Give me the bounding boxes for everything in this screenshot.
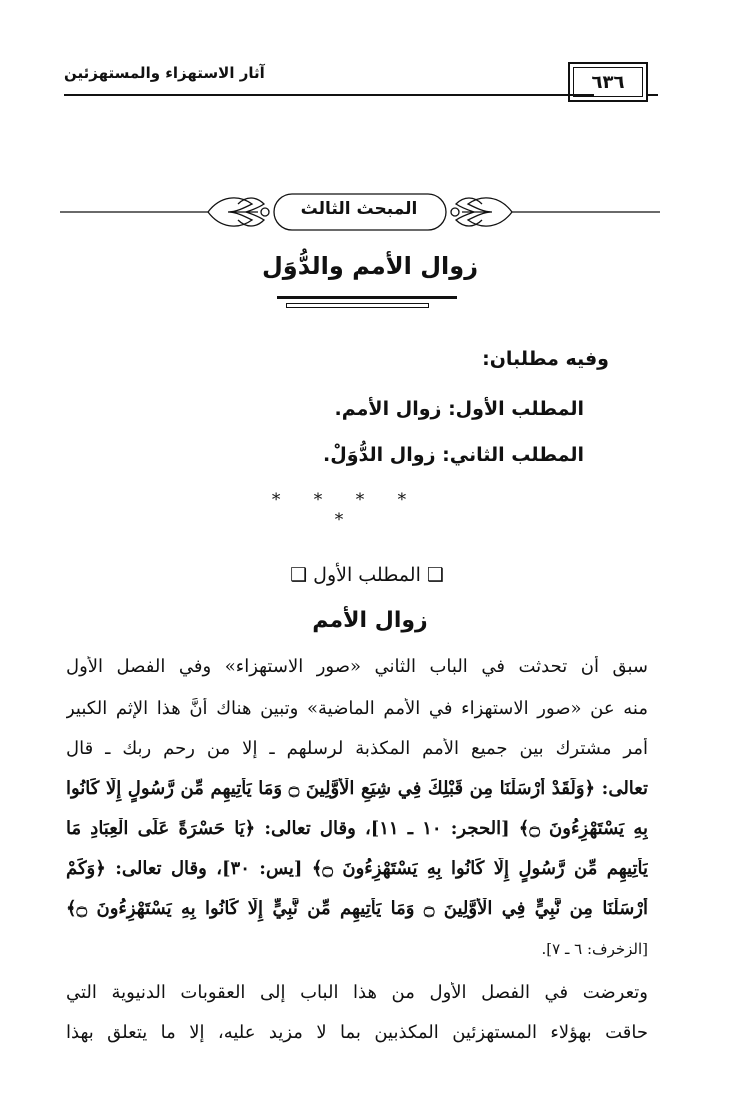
body-line-5: بِهِ يَسْتَهْزِءُونَ ۝﴾ [الحجر: ١٠ ـ ١١]، وقال تعالى: ﴿يَا حَسْرَةً عَلَى الْعِبَادِ مَا xyxy=(66,818,648,839)
body-line-10: حاقت بهؤلاء المستهزئين المكذبين بما لا مزيد عليه، إلا ما يتعلق بهذا xyxy=(66,1022,648,1043)
outline-item-1: المطلب الأول: زوال الأمم. xyxy=(334,398,584,420)
body-line-6: يَأْتِيهِم مِّن رَّسُولٍ إِلَّا كَانُوا بِهِ يَسْتَهْزِءُونَ ۝﴾ [يس: ٣٠]، وقال تعالى: ﴿وَكَمْ xyxy=(66,858,648,879)
outline-item-2: المطلب الثاني: زوال الدُّوَلْ. xyxy=(323,444,584,466)
body-line-1: سبق أن تحدثت في الباب الثاني «صور الاستهزاء» وفي الفصل الأول xyxy=(66,656,648,677)
header-rule xyxy=(64,94,594,96)
running-title: آثار الاستهزاء والمستهزئين xyxy=(64,64,265,82)
body-line-9: وتعرضت في الفصل الأول من هذا الباب إلى العقوبات الدنيوية التي xyxy=(66,982,648,1003)
subsection-heading: ❑ المطلب الأول ❑ xyxy=(290,564,444,586)
body-line-8: [الزخرف: ٦ ـ ٧]. xyxy=(541,940,648,958)
body-line-3: أمر مشترك بين جميع الأمم المكذبة لرسلهم ـ إلا من رحم ربك ـ قال xyxy=(66,738,648,759)
page-number: ٦٣٦ xyxy=(573,67,643,97)
chapter-title: زوال الأمم والدُّوَل xyxy=(261,252,479,280)
separator-stars: * * * * * xyxy=(271,490,421,530)
body-line-2: منه عن «صور الاستهزاء في الأمم الماضية» وتبين هناك أنَّ هذا الإثم الكبير xyxy=(66,698,648,719)
ornament-left-flourish xyxy=(208,198,269,226)
title-underline-bar xyxy=(286,303,429,308)
subsection-title: زوال الأمم xyxy=(312,608,428,633)
title-underline xyxy=(277,296,457,299)
body-line-7: أَرْسَلْنَا مِن نَّبِيٍّ فِي الْأَوَّلِينَ ۝ وَمَا يَأْتِيهِم مِّن نَّبِيٍّ إِلَّا كَانُوا بِهِ يَسْتَهْزِءُونَ ۝﴾ xyxy=(66,898,648,919)
page-number-box xyxy=(568,62,648,102)
outline-intro: وفيه مطلبان: xyxy=(482,348,609,370)
header-rule-tail xyxy=(648,94,658,96)
body-line-4: تعالى: ﴿وَلَقَدْ أَرْسَلْنَا مِن قَبْلِكَ فِي شِيَعِ الْأَوَّلِينَ ۝ وَمَا يَأْتِيهِم مِّن رَّسُولٍ إِلَّا كَانُوا xyxy=(66,778,648,799)
section-label: المبحث الثالث xyxy=(300,199,418,219)
ornament-right-flourish xyxy=(451,198,512,226)
